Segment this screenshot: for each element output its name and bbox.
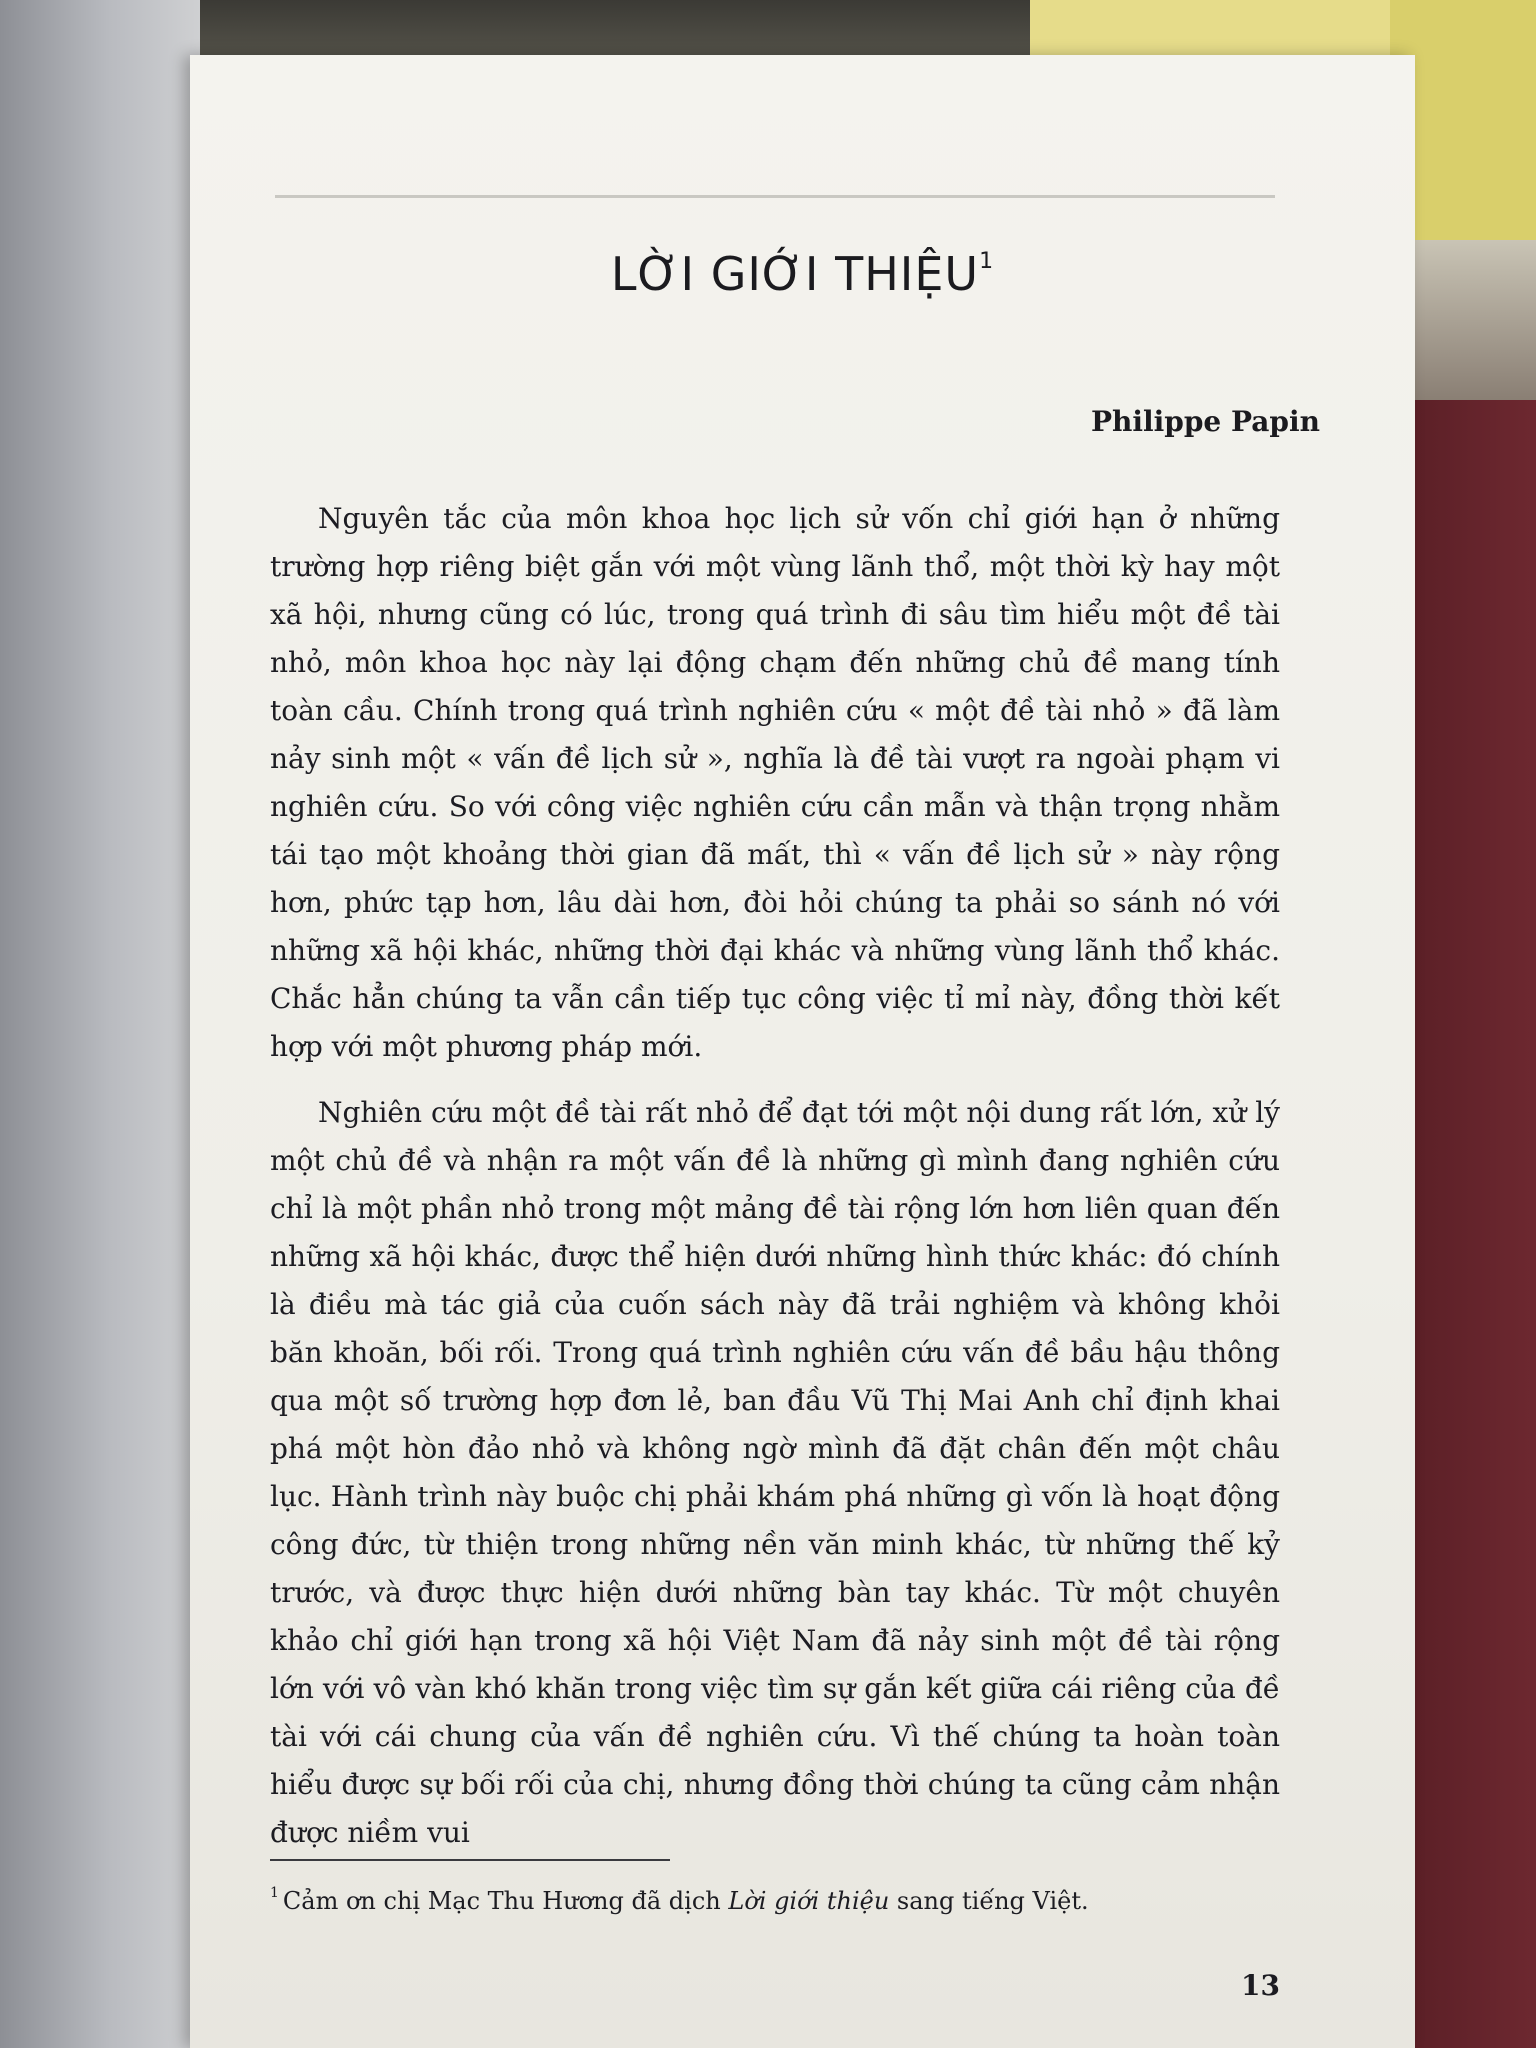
paragraph-2: Nghiên cứu một đề tài rất nhỏ để đạt tới một nội dung rất lớn, xử lý một chủ đề và nhận ra một vấn đề là những gì mình đang nghiên cứu chỉ là một phần nhỏ trong một mảng đề tài rộng lớn hơn liên quan đến những xã hội khác, được thể hiện dưới những hình thức khác: đó chính là điều mà tác giả của cuốn sách này đã trải nghiệm và không khỏi băn khoăn, bối rối. Trong quá trình nghiên cứu vấn đề bầu hậu thông qua một số trường hợp đơn lẻ, ban đầu Vũ Thị Mai Anh chỉ định khai phá một hòn đảo nhỏ và không ngờ mình đã đặt chân đến một châu lục. Hành trình này buộc chị phải khám phá những gì vốn là hoạt động công đức, từ thiện trong những nền văn minh khác, từ những thế kỷ trước, và được thực hiện dưới những bàn tay khác. Từ một chuyên khảo chỉ giới hạn trong xã hội Việt Nam đã nảy sinh một đề tài rộng lớn với vô vàn khó khăn trong việc tìm sự gắn kết giữa cái riêng của đề tài với cái chung của vấn đề nghiên cứu. Vì thế chúng ta hoàn toàn hiểu được sự bối rối của chị, nhưng đồng thời chúng ta cũng cảm nhận được niềm vui: [270, 1096, 1280, 1849]
background-right-items: [1395, 240, 1536, 400]
footnote-text-italic: Lời giới thiệu: [728, 1887, 890, 1915]
body-text: [270, 495, 1280, 1857]
page-number: 13: [1241, 1969, 1280, 2002]
page-title-text: LỜI GIỚI THIỆU: [610, 247, 980, 301]
author-name: Philippe Papin: [1090, 405, 1320, 438]
book-page: [190, 55, 1415, 2048]
background-red-fabric: [1400, 400, 1536, 2048]
footnote-text-after: sang tiếng Việt.: [889, 1887, 1089, 1915]
header-rule: [275, 195, 1275, 198]
page-title: [190, 247, 1415, 301]
background-left-page: [0, 0, 200, 2048]
running-head-faded: [1070, 155, 1270, 185]
footnote-mark: 1: [270, 1885, 279, 1901]
background-book-yellow: [1030, 0, 1390, 60]
footnote-rule: [270, 1859, 670, 1861]
paragraph-1: Nguyên tắc của môn khoa học lịch sử vốn chỉ giới hạn ở những trường hợp riêng biệt gắn với một vùng lãnh thổ, một thời kỳ hay một xã hội, nhưng cũng có lúc, trong quá trình đi sâu tìm hiểu một đề tài nhỏ, môn khoa học này lại động chạm đến những chủ đề mang tính toàn cầu. Chính trong quá trình nghiên cứu « một đề tài nhỏ » đã làm nảy sinh một « vấn đề lịch sử », nghĩa là đề tài vượt ra ngoài phạm vi nghiên cứu. So với công việc nghiên cứu cần mẫn và thận trọng nhằm tái tạo một khoảng thời gian đã mất, thì « vấn đề lịch sử » này rộng hơn, phức tạp hơn, lâu dài hơn, đòi hỏi chúng ta phải so sánh nó với những xã hội khác, những thời đại khác và những vùng lãnh thổ khác. Chắc hẳn chúng ta vẫn cần tiếp tục công việc tỉ mỉ này, đồng thời kết hợp với một phương pháp mới.: [270, 502, 1280, 1063]
footnote-text-before: Cảm ơn chị Mạc Thu Hương đã dịch: [282, 1887, 729, 1915]
title-footnote-mark: 1: [979, 249, 995, 274]
footnote: [270, 1887, 1280, 1915]
